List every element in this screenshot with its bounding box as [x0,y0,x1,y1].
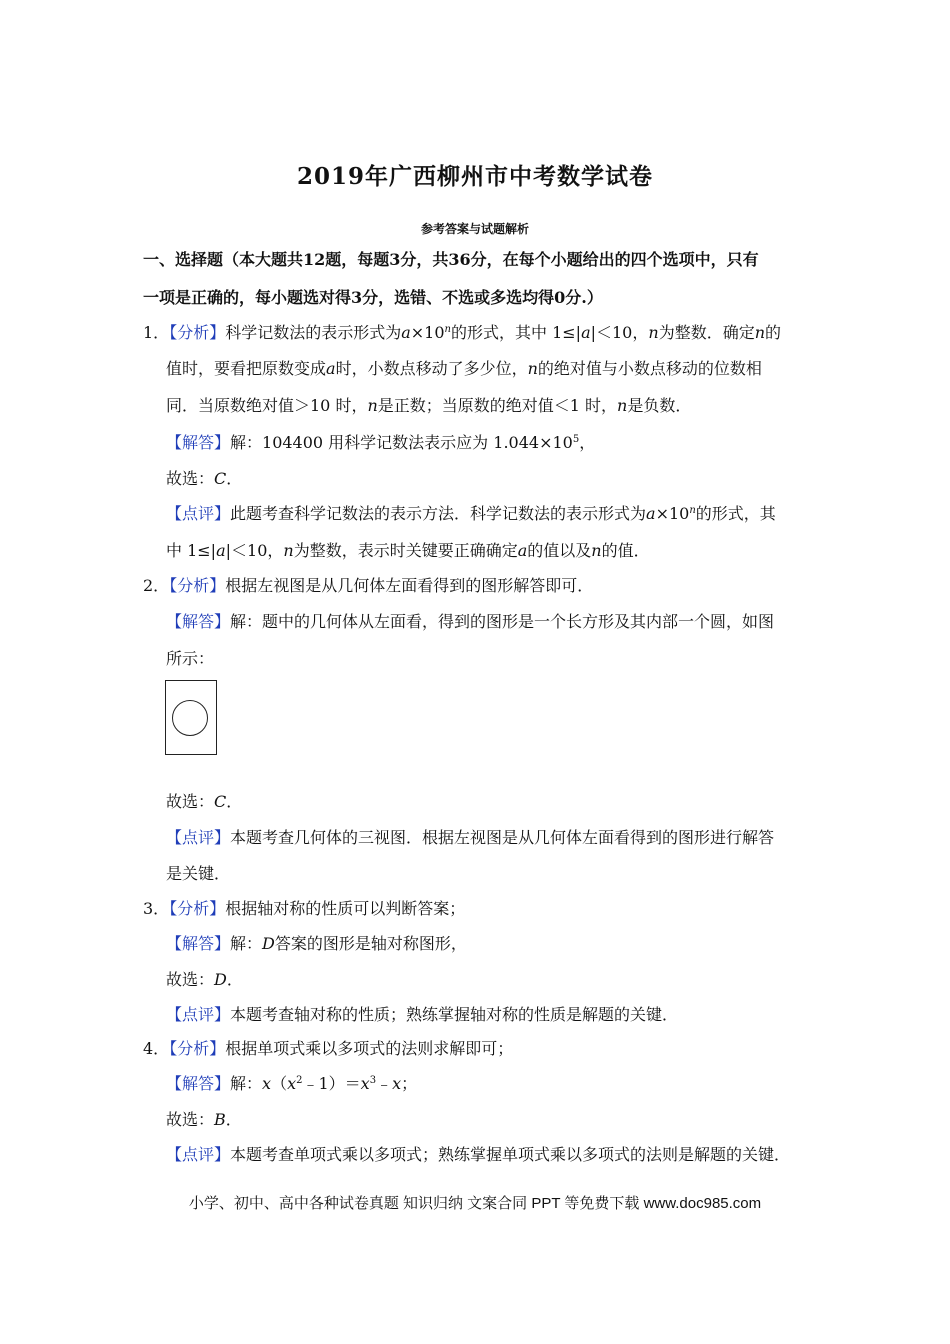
q2-choice: 故选：C． [166,792,243,811]
q2-analysis: 2．【分析】根据左视图是从几何体左面看得到的图形解答即可． [143,576,594,595]
q1-analysis-line-3: 同．当原数绝对值＞10 时，n是正数；当原数的绝对值＜1 时，n是负数． [166,396,692,415]
q3-solution: 【解答】解：D答案的图形是轴对称图形， [166,934,467,953]
q2-comment-line-2: 是关键． [166,864,231,883]
section-heading-line-1: 一、选择题（本大题共12题，每题3分，共36分，在每个小题给出的四个选项中，只有 [143,250,759,269]
circle-shape [172,700,208,736]
q4-choice: 故选：B． [166,1110,242,1129]
q1-analysis-line-2: 值时，要看把原数变成a时，小数点移动了多少位，n的绝对值与小数点移动的位数相 [166,359,762,378]
page-footer: 小学、初中、高中各种试卷真题 知识归纳 文案合同 PPT 等免费下载 www.doc985.com [188,1195,762,1212]
q4-solution: 【解答】解：$x(x^2﹣1)=x^3﹣x$； [166,1074,418,1093]
analysis-tag: 【分析】 [169,899,226,918]
q2-comment-line-1: 【点评】本题考查几何体的三视图．根据左视图是从几何体左面看得到的图形进行解答 [166,828,775,847]
page-subtitle: 参考答案与试题解析 [420,222,529,236]
q1-comment-line-2: 中 1≤|a|＜10，n为整数，表示时关键要正确确定a的值以及n的值． [166,541,650,560]
q1-analysis-line-1: 1．【分析】科学记数法的表示形式为$a\times 10^n$的形式，其中 1≤|a|＜10，n为整数．确定n的 [143,323,782,342]
q3-number: 3． [143,899,170,918]
q4-analysis: 4．【分析】根据单项式乘以多项式的法则求解即可； [143,1039,514,1058]
left-view-figure [165,680,217,755]
section-heading-line-2: 一项是正确的，每小题选对得3分，选错、不选或多选均得0分.） [143,288,603,307]
analysis-tag: 【分析】 [169,576,226,595]
comment-tag: 【点评】 [166,504,231,523]
q4-number: 4． [143,1039,170,1058]
q2-solution-line-2: 所示： [166,649,215,668]
q3-comment: 【点评】本题考查轴对称的性质；熟练掌握轴对称的性质是解题的关键． [166,1005,679,1024]
comment-tag: 【点评】 [166,1145,231,1164]
analysis-tag: 【分析】 [169,323,226,342]
q1-number: 1． [143,323,170,342]
q2-number: 2． [143,576,170,595]
answer-tag: 【解答】 [166,433,231,452]
q1-choice: 故选：C． [166,469,243,488]
q2-solution-line-1: 【解答】解：题中的几何体从左面看，得到的图形是一个长方形及其内部一个圆，如图 [166,612,775,631]
page-title: 2019年广西柳州市中考数学试卷 [296,163,653,190]
q1-solution: 【解答】解：104400 用科学记数法表示应为 $1.044\times 10^5$， [166,433,596,452]
q3-choice: 故选：D． [166,970,243,989]
q1-comment-line-1: 【点评】此题考查科学记数法的表示方法．科学记数法的表示形式为$a\times 10^n$的形式，其 [166,504,776,523]
answer-tag: 【解答】 [166,934,231,953]
analysis-tag: 【分析】 [169,1039,226,1058]
answer-tag: 【解答】 [166,612,231,631]
comment-tag: 【点评】 [166,828,231,847]
q3-analysis: 3．【分析】根据轴对称的性质可以判断答案； [143,899,466,918]
comment-tag: 【点评】 [166,1005,231,1024]
q4-comment: 【点评】本题考查单项式乘以多项式；熟练掌握单项式乘以多项式的法则是解题的关键． [166,1145,791,1164]
answer-tag: 【解答】 [166,1074,231,1093]
